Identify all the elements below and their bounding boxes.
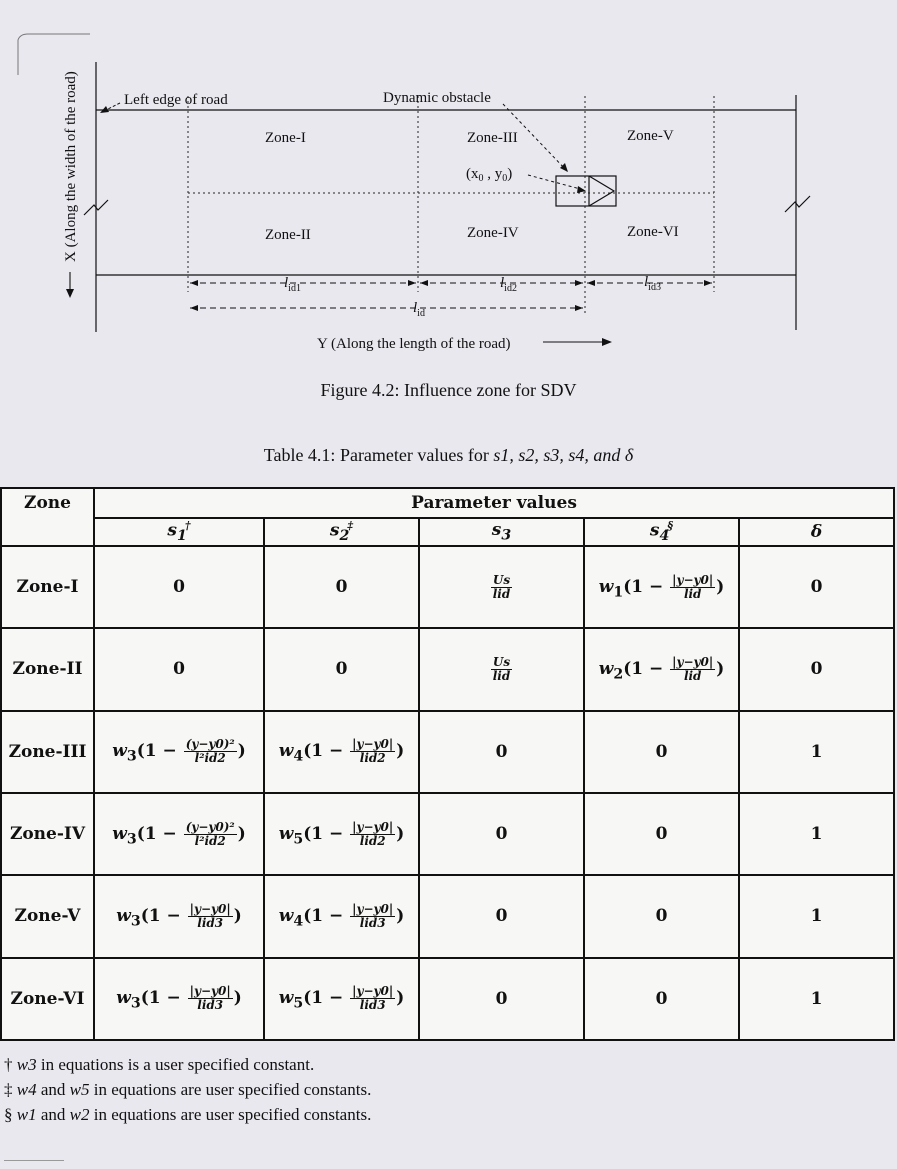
zone-3-label: Zone-III	[467, 130, 518, 146]
zone-header: Zone	[1, 488, 94, 546]
left-edge-label: Left edge of road	[124, 92, 228, 108]
table-row	[1, 958, 894, 1040]
lid3-label: $l_{id3}$	[644, 274, 661, 293]
lid1-label: $l_{id1}$	[284, 275, 301, 294]
delta-cell: 1	[739, 958, 894, 1040]
s1-cell: $w_3(1$ − $\frac{|y-y0|}{\text{lid3}}$ )	[94, 875, 264, 957]
zone-6-label: Zone-VI	[627, 224, 679, 240]
col-s4-header: $s_4^\S$	[584, 518, 739, 546]
page-corner-mark	[18, 34, 90, 75]
s4-cell: 0	[584, 793, 739, 875]
table-header-row	[1, 488, 894, 518]
us-over-lid-fraction: $\frac{Us}{\text{lid}}$	[492, 572, 511, 601]
zone-name-cell: Zone-V	[1, 875, 94, 957]
origin-label: ($x_0$ , $y_0$)	[466, 166, 513, 184]
s2-cell: $w_5(1$ − $\frac{|y-y0|}{\text{lid3}}$ )	[264, 958, 419, 1040]
delta-cell: 0	[739, 546, 894, 628]
s1-cell: $w_3(1$ − $\frac{|y-y0|}{\text{lid3}}$ )	[94, 958, 264, 1040]
s3-cell: 0	[419, 711, 584, 793]
s1-cell: 0	[94, 628, 264, 710]
delta-cell: 0	[739, 628, 894, 710]
footnote-double-dagger: ‡ w4 and w5 in equations are user specified constants.	[4, 1080, 372, 1099]
s4-cell: 0	[584, 958, 739, 1040]
x-axis-arrowhead	[66, 289, 74, 298]
table-row	[1, 875, 894, 957]
influence-zone-diagram	[0, 0, 897, 420]
table-row	[1, 546, 894, 628]
delta-cell: 1	[739, 793, 894, 875]
s3-cell: 0	[419, 875, 584, 957]
s1-cell: $w_3(1$ − $\frac{\text{(y−y0)²}}{\text{l²id2}}$ )	[94, 711, 264, 793]
table-caption-prefix: Table 4.1: Parameter values for	[263, 445, 494, 465]
figure-caption: Figure 4.2: Influence zone for SDV	[320, 380, 577, 400]
s2-cell: 0	[264, 628, 419, 710]
s4-cell: $w_2(1$ − $\frac{|y-y0|}{\text{lid}}$ )	[584, 628, 739, 710]
s3-cell: 0	[419, 958, 584, 1040]
lid2-label: $l_{id2}$	[500, 275, 517, 294]
zone-1-label: Zone-I	[265, 130, 306, 146]
dynamic-obstacle-label: Dynamic obstacle	[383, 90, 491, 106]
col-s1-header: $s_1^\dagger$	[94, 518, 264, 546]
s2-cell: 0	[264, 546, 419, 628]
zone-name-cell: Zone-I	[1, 546, 94, 628]
s2-cell: $w_4(1$ − $\frac{|y-y0|}{\text{lid3}}$ )	[264, 875, 419, 957]
y-axis-label: Y (Along the length of the road)	[317, 336, 511, 352]
zone-5-label: Zone-V	[627, 128, 674, 144]
delta-cell: 1	[739, 875, 894, 957]
s4-cell: 0	[584, 711, 739, 793]
parameter-table-wrap	[0, 487, 893, 1041]
table-row	[1, 711, 894, 793]
obstacle-arrow-icon	[589, 176, 614, 206]
us-over-lid-fraction: $\frac{Us}{\text{lid}}$	[492, 654, 511, 683]
col-s2-header: $s_2^\ddagger$	[264, 518, 419, 546]
col-delta-header: δ	[739, 518, 894, 546]
s3-cell: 0	[419, 793, 584, 875]
table-row	[1, 793, 894, 875]
table-caption-vars: s1, s2, s3, s4, and δ	[493, 445, 634, 465]
y-axis-arrowhead	[602, 338, 612, 346]
s3-cell	[419, 546, 584, 628]
zone-name-cell: Zone-IV	[1, 793, 94, 875]
table-subheader-row	[1, 518, 894, 546]
lid-label: $l_{id}$	[413, 300, 425, 319]
s4-cell: 0	[584, 875, 739, 957]
s2-cell: $w_5(1$ − $\frac{|y-y0|}{\text{lid2}}$ )	[264, 793, 419, 875]
delta-cell: 1	[739, 711, 894, 793]
s4-cell: $w_1(1$ − $\frac{|y-y0|}{\text{lid}}$ )	[584, 546, 739, 628]
parameter-table	[0, 487, 895, 1041]
footnote-dagger: † w3 in equations is a user specified constant.	[4, 1055, 315, 1074]
col-s3-header: $s_3$	[419, 518, 584, 546]
zone-name-cell: Zone-III	[1, 711, 94, 793]
zone-4-label: Zone-IV	[467, 225, 519, 241]
bottom-rule	[4, 1160, 64, 1161]
s1-cell: 0	[94, 546, 264, 628]
footnote-section: § w1 and w2 in equations are user specified constants.	[4, 1105, 372, 1124]
break-mark-right	[785, 196, 810, 212]
table-footnotes	[4, 1052, 884, 1127]
s1-cell: $w_3(1$ − $\frac{\text{(y−y0)²}}{\text{l²id2}}$ )	[94, 793, 264, 875]
s2-cell: $w_4(1$ − $\frac{|y-y0|}{\text{lid2}}$ )	[264, 711, 419, 793]
obstacle-leader-arrowhead	[560, 163, 568, 172]
zone-name-cell: Zone-VI	[1, 958, 94, 1040]
zone-2-label: Zone-II	[265, 227, 311, 243]
zone-name-cell: Zone-II	[1, 628, 94, 710]
table-caption	[0, 445, 897, 466]
table-row	[1, 628, 894, 710]
parameter-values-header: Parameter values	[94, 488, 894, 518]
s3-cell	[419, 628, 584, 710]
x-axis-label: X (Along the width of the road)	[63, 71, 79, 262]
